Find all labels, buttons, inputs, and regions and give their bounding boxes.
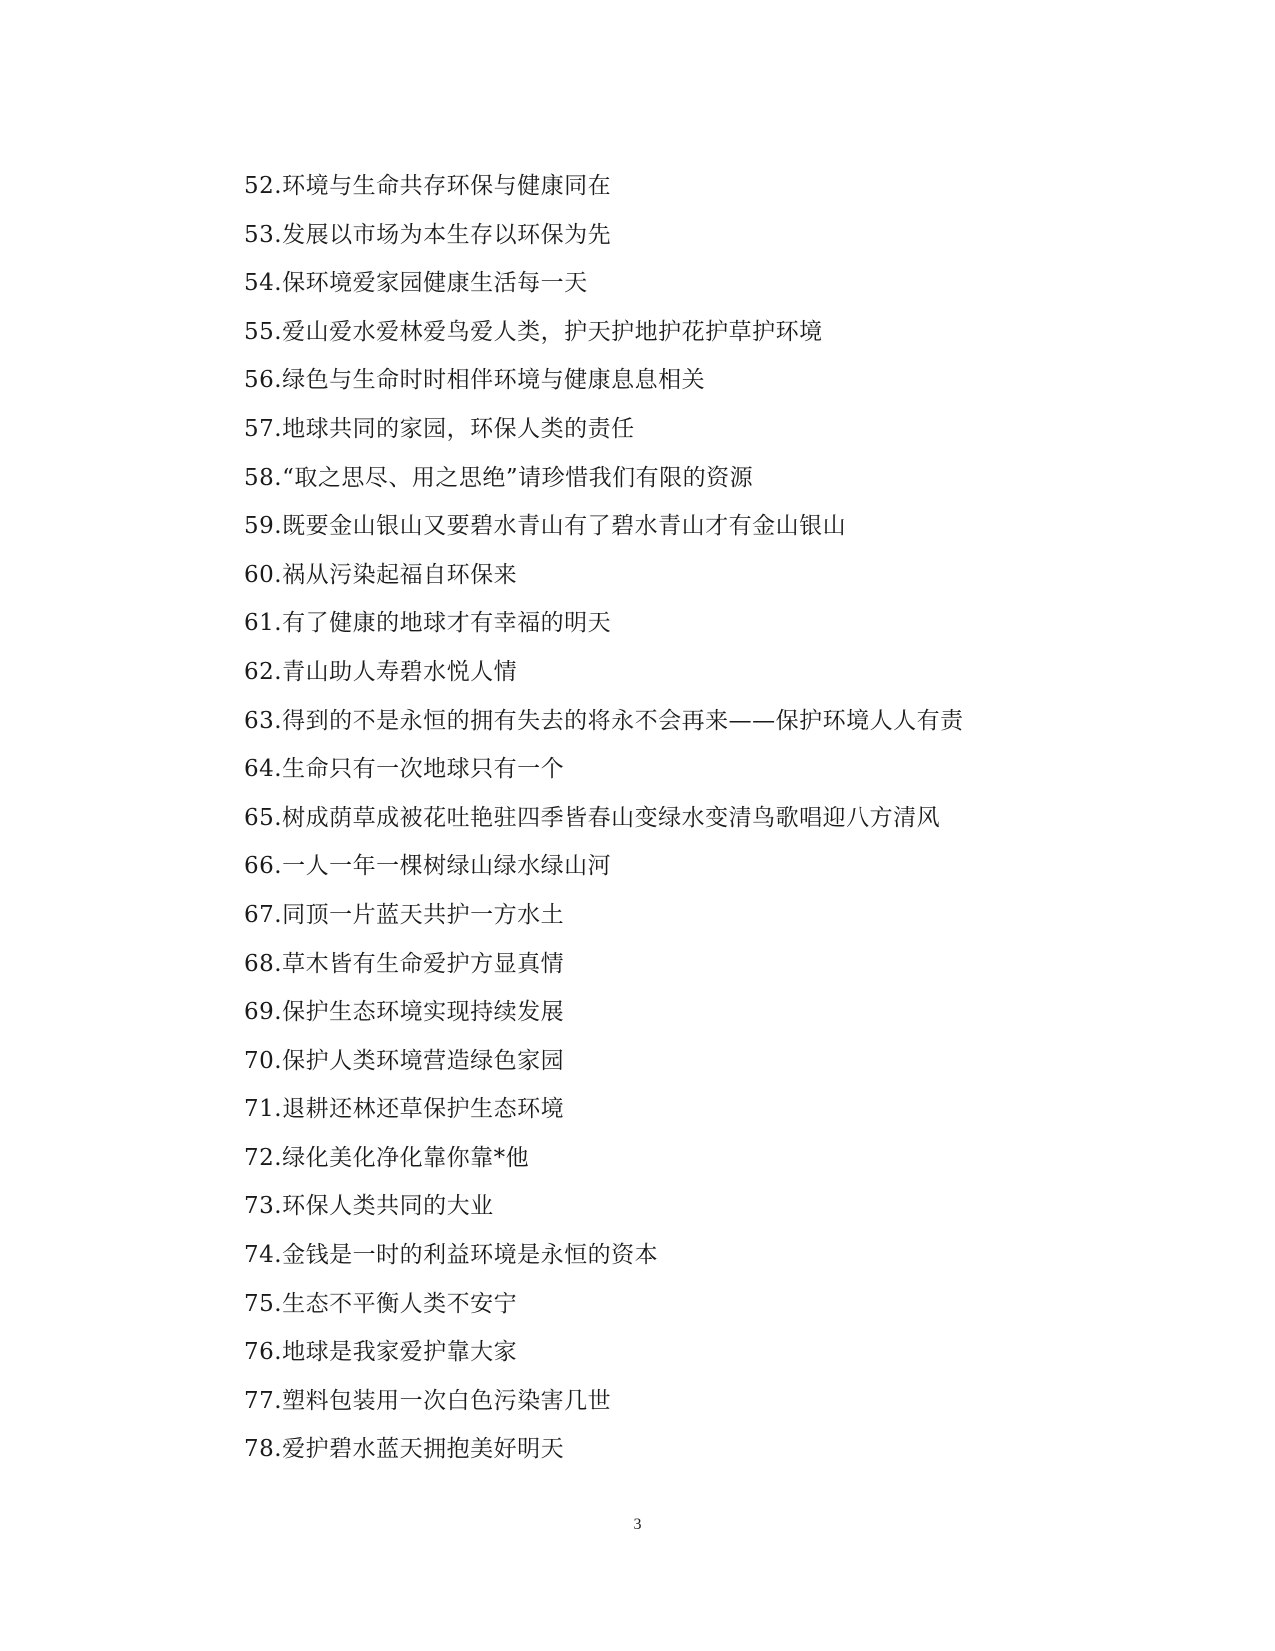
item-number: 64. — [244, 756, 283, 783]
item-text: 一人一年一棵树绿山绿水绿山河 — [282, 853, 612, 880]
list-item — [244, 1280, 1144, 1329]
list-item — [244, 1377, 1144, 1426]
item-number: 69. — [244, 999, 283, 1026]
item-number: 68. — [244, 950, 283, 977]
list-item — [244, 1182, 1144, 1231]
list-item — [244, 940, 1144, 989]
item-text: 绿化美化净化靠你靠*他 — [282, 1144, 530, 1171]
item-number: 67. — [244, 901, 283, 928]
list-item — [244, 1328, 1144, 1377]
item-text: 草木皆有生命爱护方显真情 — [282, 950, 565, 977]
item-number: 62. — [244, 658, 283, 685]
page-number: 3 — [633, 1516, 642, 1533]
item-number: 52. — [244, 173, 283, 199]
item-number: 77. — [244, 1387, 283, 1414]
list-item — [244, 1425, 1144, 1474]
list-item — [244, 162, 1144, 211]
item-number: 61. — [244, 610, 283, 637]
list-item — [244, 356, 1144, 405]
list-item — [244, 259, 1144, 308]
list-item — [244, 551, 1144, 600]
item-number: 74. — [244, 1242, 283, 1269]
item-number: 71. — [244, 1096, 283, 1123]
list-item — [244, 211, 1144, 260]
item-text: 发展以市场为本生存以环保为先 — [282, 221, 612, 248]
item-number: 57. — [244, 415, 283, 442]
item-number: 58. — [244, 464, 283, 491]
item-text: 环境与生命共存环保与健康同在 — [282, 173, 612, 199]
item-text: 金钱是一时的利益环境是永恒的资本 — [282, 1242, 659, 1269]
item-number: 70. — [244, 1047, 283, 1074]
list-item — [244, 891, 1144, 940]
list-item — [244, 1231, 1144, 1280]
list-item — [244, 1134, 1144, 1183]
item-text: 爱护碧水蓝天拥抱美好明天 — [282, 1436, 565, 1463]
item-text: 树成荫草成被花吐艳驻四季皆春山变绿水变清鸟歌唱迎八方清风 — [282, 804, 941, 831]
item-number: 54. — [244, 270, 283, 297]
list-item — [244, 745, 1144, 794]
item-text: 保环境爱家园健康生活每一天 — [282, 270, 588, 297]
item-text: 环保人类共同的大业 — [282, 1193, 494, 1220]
item-number: 76. — [244, 1339, 283, 1366]
item-text: 保护生态环境实现持续发展 — [282, 999, 565, 1026]
item-text: 祸从污染起福自环保来 — [282, 561, 518, 588]
list-item — [244, 648, 1144, 697]
list-item — [244, 405, 1144, 454]
item-text: 塑料包装用一次白色污染害几世 — [282, 1387, 612, 1414]
item-number: 60. — [244, 561, 283, 588]
item-text: 绿色与生命时时相伴环境与健康息息相关 — [282, 367, 706, 394]
item-text: 地球共同的家园，环保人类的责任 — [282, 415, 635, 442]
list-item — [244, 1085, 1144, 1134]
item-number: 78. — [244, 1436, 283, 1463]
item-text: 生态不平衡人类不安宁 — [282, 1290, 518, 1317]
item-text: 保护人类环境营造绿色家园 — [282, 1047, 565, 1074]
list-item — [244, 1037, 1144, 1086]
item-text: “取之思尽、用之思绝”请珍惜我们有限的资源 — [282, 464, 754, 491]
list-item — [244, 308, 1144, 357]
list-item — [244, 988, 1144, 1037]
item-text: 生命只有一次地球只有一个 — [282, 756, 565, 783]
list-item — [244, 697, 1144, 746]
item-number: 53. — [244, 221, 283, 248]
list-item — [244, 842, 1144, 891]
item-number: 56. — [244, 367, 283, 394]
list-item — [244, 502, 1144, 551]
item-number: 63. — [244, 707, 283, 734]
item-number: 65. — [244, 804, 283, 831]
item-number: 59. — [244, 513, 283, 540]
item-number: 73. — [244, 1193, 283, 1220]
item-number: 66. — [244, 853, 283, 880]
item-text: 同顶一片蓝天共护一方水土 — [282, 901, 565, 928]
item-number: 72. — [244, 1144, 283, 1171]
list-item — [244, 454, 1144, 503]
list-item — [244, 599, 1144, 648]
item-text: 有了健康的地球才有幸福的明天 — [282, 610, 612, 637]
slogan-list — [244, 162, 1144, 1474]
item-text: 得到的不是永恒的拥有失去的将永不会再来——保护环境人人有责 — [282, 707, 964, 734]
item-text: 地球是我家爱护靠大家 — [282, 1339, 518, 1366]
item-number: 75. — [244, 1290, 283, 1317]
list-item — [244, 794, 1144, 843]
item-text: 爱山爱水爱林爱鸟爱人类，护天护地护花护草护环境 — [282, 318, 823, 345]
item-number: 55. — [244, 318, 283, 345]
item-text: 既要金山银山又要碧水青山有了碧水青山才有金山银山 — [282, 513, 847, 540]
item-text: 退耕还林还草保护生态环境 — [282, 1096, 565, 1123]
item-text: 青山助人寿碧水悦人情 — [282, 658, 518, 685]
